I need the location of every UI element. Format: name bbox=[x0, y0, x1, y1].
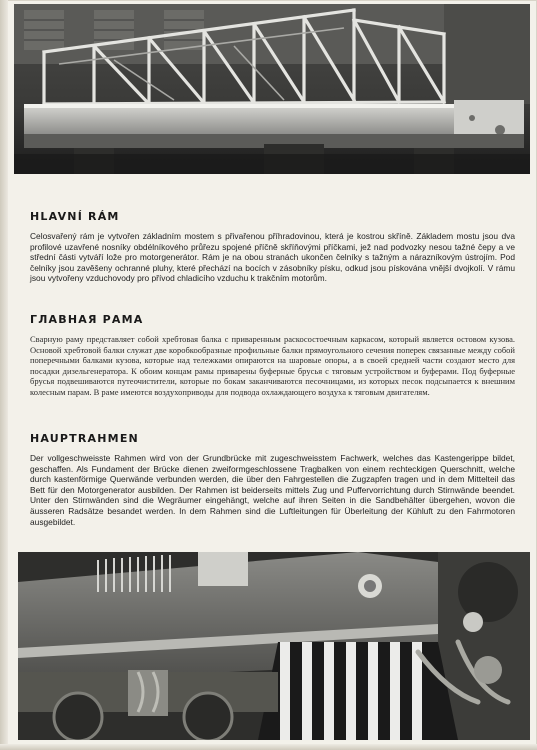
section-russian bbox=[30, 313, 515, 397]
paragraph-german: Der vollgeschweisste Rahmen wird von der Grundbrücke mit zugeschweisstem Fachwerk, welches das Kastengerippe bildet, geschaffen. Als Fundament der Brücke dienen zweiformgeschlossene Tragbalken von einem rechteckigen Querschnitt, welche durch kastenförmige Querwände verbunden werden, die über den Fahrgestellen die Zugzapfen tragen und in dem Mittelteil das Bett für den Motorgenerator ausbilden. Der Rahmen ist beiderseits mittels Zug und Puffervorrichtung durch Stirnwände beendet. Unter den Stirnwänden sind die Wegräumer eingehängt, welche auf ihren Seiten in die Sandbehälter übergehen, wovon die äusseren Radsätze besandet werden. In dem Rahmen sind die Luftleitungen für Überleitung der Kühluft zu den Fahrmotoren ausgebildet. bbox=[30, 453, 515, 527]
paragraph-czech: Celosvařený rám je vytvořen základním mostem s přivařenou příhradovinou, která je kostrou skříně. Základem mostu jsou dva profilové uzavřené nosníky obdélníkového průřezu spojené příčně skříňovými příčkami, jež nad podvozky nesou tažné čepy a ve střední části vytváří lože pro motorgenerátor. Rám je na obou stranách ukončen čelníky s tažným a nárazníkovým ústrojím. Pod čelníky jsou zavěšeny ochranné pluhy, které přechází na bocích v zásobníky písku, odkud jsou pískována vnější dvojkolí. V rámu jsou vytvořeny vzduchovody pro přívod chladicího vzduchu k trakčním motorům. bbox=[30, 231, 515, 284]
locomotive-bogie-photo bbox=[18, 552, 530, 740]
page-edge-left bbox=[0, 0, 8, 750]
paragraph-russian: Сварную раму представляет собой хребтовая балка с приваренным раскосостоечным каркасом, который является остовом кузова. Основой хребтовой балки служат две коробкообразные профильные балки прямоугольного сечения поперек связанные между собой поперечными балками кузова, которые над тележками опираются на шаровые опоры, а в своей средней части создают место для посадки дизельгенератора. К обоим концам рамы приварены буферные брусья с тяговым устройством и буферами. Под буферные брусья подвешиваются путеочистители, которые по бокам заканчиваются песочницами, из которых песок подсыпается к внешним колесным парам. В раме имеются воздухоприводы для подвода охлаждающего воздуха к тяговым двигателям. bbox=[30, 334, 515, 397]
heading-german: HAUPTRAHMEN bbox=[30, 432, 139, 445]
section-czech bbox=[30, 210, 515, 284]
locomotive-frame-photo bbox=[14, 4, 530, 174]
bogie-photo-illustration bbox=[18, 552, 530, 740]
heading-russian: ГЛАВНАЯ РАМА bbox=[30, 313, 144, 326]
section-german bbox=[30, 432, 515, 527]
heading-czech: HLAVNÍ RÁM bbox=[30, 210, 120, 223]
frame-photo-illustration bbox=[14, 4, 530, 174]
page-edge-bottom bbox=[0, 744, 537, 750]
